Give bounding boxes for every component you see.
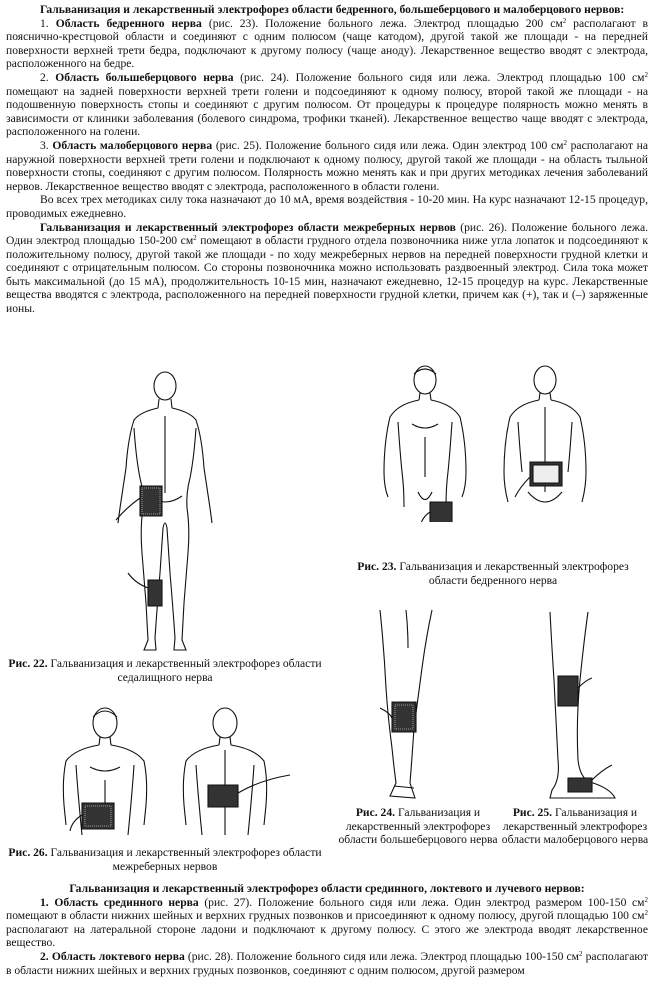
figure-25-caption: Рис. 25. Гальванизация и лекарственный электрофорез области малоберцового нерва: [501, 806, 649, 847]
figure-22-caption: Рис. 22. Гальванизация и лекарственный электрофорез области седалищного нерва: [8, 657, 322, 684]
paragraph-intercostal: Гальванизация и лекарственный электрофорез области межреберных нервов (рис. 26). Положение больного лежа. Один электрод площадью 150-200 $см^2$ помещают в области грудного отдела позвоночника ниже угла лопаток и подсоединяют к положительному полюсу, другой такой же площади - по ходу межреберных нервов на передней поверхности грудной клетки и соединяют с отрицательным полюсом. Со стороны позвоночника можно использовать раздвоенный электрод. Сила тока может быть максимальной (до 15 мА), продолжительность 10-15 мин, назначают ежедневно, 12-15 процедур на курс. Лекарственные вещества вводятся с электрода, расположенного на передней поверхности грудной клетки, причем как (+), так и (–) заряженные ионы.: [6, 220, 648, 316]
paragraph-ulnar: 2. Область локтевого нерва (рис. 28). Положение больного сидя или лежа. Электрод площадью 100-150 $см^2$ располагают в области нижних шейных и верхних грудных позвонков, соединяют с одним полюсом, другой размером: [6, 949, 648, 977]
paragraph-peroneal: 3. Область малоберцового нерва (рис. 25). Положение больного сидя или лежа. Один электрод 100 $см^2$ располагают на наружной поверхности верхней трети голени и подключают к одному полюсу, другой такой же площади - на область тыльной поверхности стопы, соединяют с другим полюсом. Полярность можно менять как и при других методиках лечения заболеваний нервов. Лекарственное вещество вводят с электрода, расположенного в области голени.: [6, 138, 649, 193]
paragraph-note: Во всех трех методиках силу тока назначают до 10 мА, время воздействия - 10-20 мин. На курс назначают 12-15 процедур, проводимых ежедневно.: [6, 193, 648, 220]
paragraph-tibial: 2. Область большеберцового нерва (рис. 24). Положение больного сидя или лежа. Электрод площадью 100 $см^2$ помещают на задней поверхности верхней трети голени и подсоединяют к одному полюсу, второй такой же площади - на подошвенную поверхность стопы и соединяют с другим полюсом. От процедуры к процедуре полярность можно менять в зависимости от клиники заболевания (болевого синдрома, трофики тканей). Лекарственное вещество чаще вводят с электрода, расположенного на голени.: [6, 70, 648, 139]
paragraph-femoral: 1. Область бедренного нерва (рис. 23). Положение больного лежа. Электрод площадью 200 $см^2$ располагают в пояснично-крестцовой области и соединяют с одним полюсом (чаще катодом), другой такой же площади - на передней поверхности верхней трети бедра, подключают к другому полюсу (чаще аноду). Лекарственное вещество вводят с электрода, расположенного на бедре.: [6, 16, 648, 71]
paragraph-median: 1. Область срединного нерва (рис. 27). Положение больного сидя или лежа. Один электрод размером 100-150 $см^2$ помещают в области нижних шейных и верхних грудных позвонков и присоединяют к одному полюсу, другой площадью 100 $см^2$ располагают на латеральной стороне ладони и подключают к другому полюсу. С этого же электрода вводят лекарственное вещество.: [6, 895, 648, 950]
figure-23-illustration: [380, 362, 600, 522]
text-block-top: [6, 3, 648, 316]
text-block-bottom: [6, 882, 648, 977]
figure-24-illustration: [370, 608, 450, 803]
figure-26-caption: Рис. 26. Гальванизация и лекарственный электрофорез области межреберных нервов: [8, 846, 322, 873]
figure-23-caption: Рис. 23. Гальванизация и лекарственный электрофорез области бедренного нерва: [357, 560, 629, 587]
figure-24-caption: Рис. 24. Гальванизация и лекарственный электрофорез области большеберцового нерва: [338, 806, 498, 847]
section-title-2: Гальванизация и лекарственный электрофорез области срединного, локтевого и лучевого нервов:: [69, 882, 585, 895]
figure-22-illustration: [110, 368, 220, 658]
section-title-1: Гальванизация и лекарственный электрофорез области бедренного, большеберцового и малоберцового нервов:: [40, 3, 625, 16]
figure-26-illustration: [60, 705, 300, 845]
figure-25-illustration: [530, 610, 620, 805]
